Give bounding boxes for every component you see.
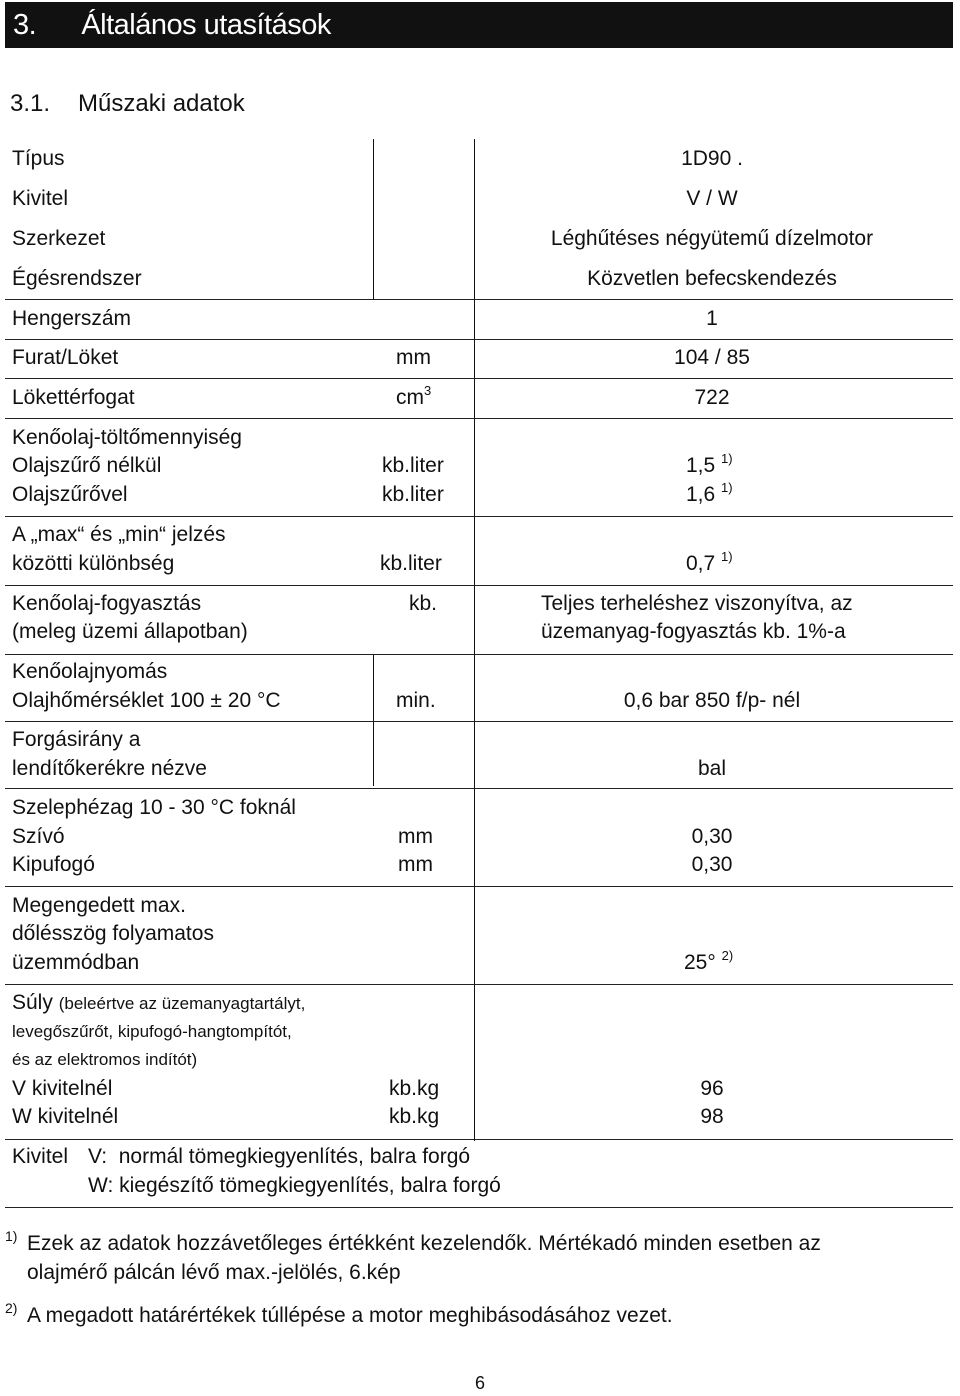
row-rule (5, 1207, 953, 1208)
kipufogo-value: 0,30 (691, 853, 733, 876)
row-rule (5, 516, 953, 517)
kivitel-note-w: W: kiegészítő tömegkiegyenlítés, balra forgó (88, 1174, 501, 1197)
hengerszam-label: Hengerszám (12, 307, 132, 330)
w-unit: kb.kg (389, 1105, 440, 1128)
fogyasztas-value-2: üzemanyag-fogyasztás kb. 1%-a (541, 620, 846, 643)
szelep-label: Szelephézag 10 - 30 °C foknál (12, 796, 296, 819)
olajszurovel-label: Olajszűrővel (12, 483, 128, 506)
maxmin-value: 0,7 $^{1)}$ (686, 549, 733, 575)
v-label: V kivitelnél (12, 1077, 113, 1100)
szivo-value: 0,30 (691, 825, 733, 848)
nyomas-label-1: Kenőolajnyomás (12, 660, 168, 683)
olajszuro-nelkul-label: Olajszűrő nélkül (12, 454, 162, 477)
tipus-label: Típus (12, 147, 65, 170)
fogyasztas-value-1: Teljes terheléshez viszonyítva, az (541, 592, 853, 615)
footnote-2-mark: 2) (5, 1300, 18, 1316)
row-rule (5, 886, 953, 887)
kivitel-note-prefix: Kivitel (12, 1145, 69, 1168)
tipus-value: 1D90 . (681, 147, 743, 170)
nyomas-label-2: Olajhőmérséklet 100 ± 20 °C (12, 689, 281, 712)
szerkezet-label: Szerkezet (12, 227, 106, 250)
maxmin-unit: kb.liter (380, 552, 442, 575)
section-title: Műszaki adatok (78, 90, 245, 117)
kivitel-label: Kivitel (12, 187, 69, 210)
kivitel-value: V / W (686, 187, 738, 210)
maxmin-label-1: A „max“ és „min“ jelzés (12, 523, 226, 546)
nyomas-value: 0,6 bar 850 f/p- nél (623, 689, 801, 712)
row-rule (5, 721, 953, 722)
furat-value: 104 / 85 (674, 346, 750, 369)
forgas-label-2: lendítőkerékre nézve (12, 757, 207, 780)
olajszurovel-unit: kb.liter (382, 483, 444, 506)
furat-unit: mm (396, 346, 431, 369)
footnote-1-line2: olajmérő pálcán lévő max.-jelölés, 6.kép (27, 1261, 401, 1284)
hengerszam-value: 1 (706, 307, 718, 330)
chapter-title: Általános utasítások (81, 9, 331, 41)
doles-label-2: dőlésszög folyamatos (12, 922, 214, 945)
section-number: 3.1. (10, 90, 51, 117)
kipufogo-label: Kipufogó (12, 853, 95, 876)
chapter-number: 3. (13, 9, 37, 41)
v-value: 96 (700, 1077, 724, 1100)
doles-value: 25° $^{2)}$ (684, 948, 734, 974)
row-rule (5, 585, 953, 586)
forgas-value: bal (697, 757, 727, 780)
maxmin-label-2: közötti különbség (12, 552, 175, 575)
fogyasztas-label-2: (meleg üzemi állapotban) (12, 620, 248, 643)
footnote-1-mark: 1) (5, 1228, 18, 1244)
row-rule (5, 788, 953, 789)
szerkezet-value: Léghűtéses négyütemű dízelmotor (550, 227, 874, 250)
egesrendszer-value: Közvetlen befecskendezés (587, 267, 837, 290)
row-rule (5, 1139, 953, 1140)
suly-label: Súly (beleértve az üzemanyagtartályt, (12, 991, 306, 1014)
row-rule (5, 654, 953, 655)
szivo-label: Szívó (12, 825, 65, 848)
kenoolaj-label: Kenőolaj-töltőmennyiség (12, 426, 242, 449)
doles-label-1: Megengedett max. (12, 894, 186, 917)
olajszuro-nelkul-unit: kb.liter (382, 454, 444, 477)
egesrendszer-label: Égésrendszer (12, 267, 142, 290)
footnote-2-text: A megadott határértékek túllépése a motor meghibásodásához vezet. (27, 1304, 673, 1327)
lokettérfogat-unit: $cm^3$ (396, 383, 432, 409)
kipufogo-unit: mm (398, 853, 433, 876)
w-value: 98 (700, 1105, 724, 1128)
footnote-2 (5, 1301, 673, 1330)
kivitel-note-v: V: normál tömegkiegyenlítés, balra forgó (88, 1145, 471, 1168)
olajszuro-nelkul-value: 1,5 $^{1)}$ (686, 451, 733, 477)
lokettérfogat-value: 722 (694, 386, 730, 409)
row-rule (5, 984, 953, 985)
doles-label-3: üzemmódban (12, 951, 140, 974)
szivo-unit: mm (398, 825, 433, 848)
page-number: 6 (474, 1373, 485, 1393)
furat-label: Furat/Löket (12, 346, 119, 369)
v-unit: kb.kg (389, 1077, 440, 1100)
olajszurovel-value: 1,6 $^{1)}$ (686, 480, 733, 506)
row-rule (5, 378, 953, 379)
row-rule (5, 299, 953, 300)
col-divider-1 (373, 139, 374, 299)
suly-note-3: és az elektromos indítót) (12, 1050, 198, 1069)
lokettérfogat-label: Lökettérfogat (12, 386, 135, 409)
forgas-label-1: Forgásirány a (12, 728, 141, 751)
suly-note-2: levegőszűrőt, kipufogó-hangtompítót, (12, 1022, 292, 1041)
footnote-1 (5, 1229, 821, 1287)
row-rule (5, 339, 953, 340)
w-label: W kivitelnél (12, 1105, 119, 1128)
nyomas-unit: min. (396, 689, 436, 712)
fogyasztas-unit: kb. (409, 592, 438, 615)
fogyasztas-label-1: Kenőolaj-fogyasztás (12, 592, 202, 615)
row-rule (5, 418, 953, 419)
footnote-1-line1: Ezek az adatok hozzávetőleges értékként kezelendők. Mértékadó minden esetben az (27, 1232, 821, 1255)
